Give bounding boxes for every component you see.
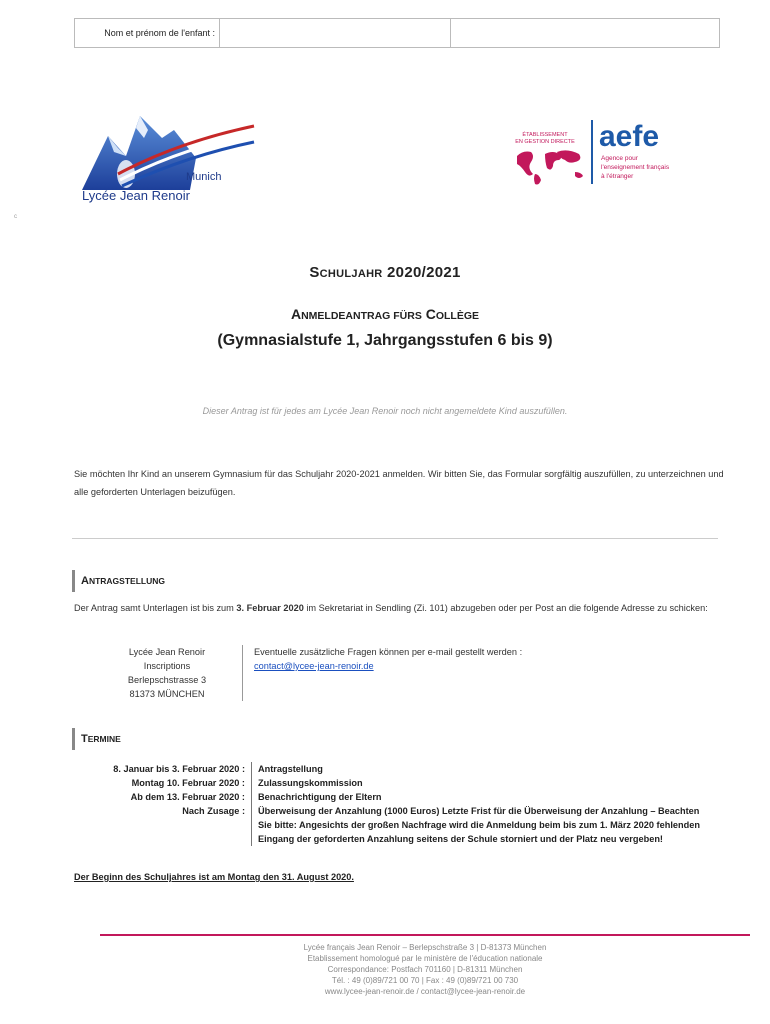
section-title-termine: T ERMINE bbox=[72, 728, 121, 750]
antrag-paragraph: Der Antrag samt Unterlagen ist bis zum 3. Februar 2020 im Sekretariat in Sendling (Zi. 101) abzugeben oder per Post an die folgende Adresse zu schicken: bbox=[74, 603, 708, 613]
date-cell: Ab dem 13. Februar 2020 : bbox=[74, 790, 252, 804]
contact-text: Eventuelle zusätzliche Fragen können per e-mail gestellt werden : bbox=[254, 647, 523, 657]
school-start-notice: Der Beginn des Schuljahres ist am Montag den 31. August 2020. bbox=[74, 872, 354, 882]
dates-row bbox=[74, 776, 714, 790]
lycee-logo-graphic bbox=[78, 108, 258, 218]
instruction-note: Dieser Antrag ist für jedes am Lycée Jean Renoir noch nicht angemeldete Kind auszufüllen. bbox=[202, 406, 568, 416]
aefe-logo-graphic bbox=[505, 112, 705, 194]
aefe-brand-text: aefe bbox=[599, 120, 660, 153]
address-line: Berlepschstrasse 3 bbox=[127, 675, 207, 685]
footer-line: www.lycee-jean-renoir.de / contact@lycee-jean-renoir.de bbox=[324, 987, 526, 996]
dates-row bbox=[74, 762, 714, 776]
deadline-date: 3. Februar 2020 bbox=[236, 603, 304, 613]
event-cell: Zulassungskommission bbox=[258, 778, 363, 788]
aefe-desc-line2: l'enseignement français bbox=[601, 164, 670, 171]
event-cell: Benachrichtigung der Eltern bbox=[258, 792, 382, 802]
address-line: Inscriptions bbox=[143, 661, 191, 671]
footer-divider bbox=[100, 934, 750, 936]
contact-email-link[interactable]: contact@lycee-jean-renoir.de bbox=[254, 661, 374, 671]
date-cell: Nach Zusage : bbox=[74, 804, 252, 846]
dates-table bbox=[74, 762, 714, 846]
aefe-tag-line1: ÉTABLISSEMENT bbox=[522, 132, 568, 138]
application-heading: ANMELDEANTRAG FÜRS COLLÈGE bbox=[290, 306, 480, 322]
event-cell: Überweisung der Anzahlung (1000 Euros) Letzte Frist für die Überweisung der Anzahlung – Beachten Sie bitte: Angesichts der großen Nachfrage wird die Anmeldung beim bis zum 1. März 2020 fehlenden Eingang der geforderten Anzahlung seitens der Schule storniert und der Platz neu vergeben! bbox=[258, 806, 700, 844]
world-map-icon bbox=[517, 150, 583, 184]
contact-info bbox=[254, 645, 714, 673]
date-cell: 8. Januar bis 3. Februar 2020 : bbox=[74, 762, 252, 776]
aefe-logo bbox=[505, 112, 705, 194]
footer-line: Correspondance: Postfach 701160 | D-81311 München bbox=[327, 965, 523, 974]
child-name-label: Nom et prénom de l'enfant : bbox=[75, 19, 220, 47]
page-mark: c bbox=[14, 214, 17, 220]
address-line: 81373 MÜNCHEN bbox=[129, 689, 205, 699]
intro-paragraph: Sie möchten Ihr Kind an unserem Gymnasium für das Schuljahr 2020-2021 anmelden. Wir bitten Sie, das Formular sorgfältig auszufüllen, zu unterzeichnen und alle geforderten Unterlagen beizufügen. bbox=[74, 469, 724, 497]
child-name-field-2[interactable] bbox=[451, 19, 719, 47]
dates-row bbox=[74, 804, 714, 846]
footer bbox=[100, 942, 750, 997]
date-cell: Montag 10. Februar 2020 : bbox=[74, 776, 252, 790]
school-year-heading: SCHULJAHR 2020/2021 bbox=[309, 264, 461, 281]
section-title-antragstellung: A NTRAGSTELLUNG bbox=[72, 570, 165, 592]
dates-row bbox=[74, 790, 714, 804]
event-cell: Antragstellung bbox=[258, 764, 323, 774]
lycee-jean-renoir-logo bbox=[78, 108, 258, 218]
child-name-table bbox=[74, 18, 720, 48]
footer-line: Tél. : 49 (0)89/721 00 70 | Fax : 49 (0)89/721 00 730 bbox=[331, 976, 519, 985]
logo-city-text: Munich bbox=[186, 171, 222, 183]
child-name-field[interactable] bbox=[220, 19, 451, 47]
aefe-desc-line1: Agence pour bbox=[601, 155, 638, 162]
aefe-desc-line3: à l'étranger bbox=[601, 173, 634, 180]
footer-line: Etablissement homologué par le ministère de l'éducation nationale bbox=[307, 954, 543, 963]
section-divider bbox=[72, 538, 718, 539]
grade-levels-heading: (Gymnasialstufe 1, Jahrgangsstufen 6 bis 9) bbox=[217, 332, 553, 349]
footer-line: Lycée français Jean Renoir – Berlepschstraße 3 | D-81373 München bbox=[303, 943, 547, 952]
address-line: Lycée Jean Renoir bbox=[128, 647, 206, 657]
logo-name-text: Lycée Jean Renoir bbox=[82, 188, 190, 203]
aefe-tag-line2: EN GESTION DIRECTE bbox=[515, 139, 575, 145]
postal-address bbox=[92, 645, 243, 701]
